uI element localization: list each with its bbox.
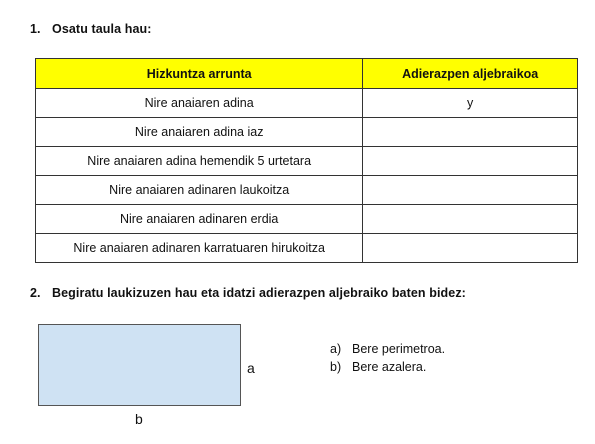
subitem-b-letter: b) (330, 360, 342, 374)
list-item (330, 358, 445, 376)
row-5-natural: Nire anaiaren adinaren erdia (36, 205, 363, 234)
side-b-label: b (135, 411, 143, 427)
table-row (36, 176, 578, 205)
row-4-algebraic[interactable] (363, 176, 578, 205)
question-1-number: 1. (30, 22, 41, 36)
subitems-list (330, 340, 445, 376)
header-natural-language: Hizkuntza arrunta (36, 59, 363, 89)
row-1-algebraic[interactable]: y (363, 89, 578, 118)
list-item (330, 340, 445, 358)
question-2-title (30, 286, 466, 300)
expressions-table (35, 58, 578, 263)
subitem-a-text: Bere perimetroa. (352, 342, 446, 356)
subitem-b-text: Bere azalera. (352, 360, 427, 374)
row-2-natural: Nire anaiaren adina iaz (36, 118, 363, 147)
header-algebraic-expression: Adierazpen aljebraikoa (363, 59, 578, 89)
row-6-algebraic[interactable] (363, 234, 578, 263)
question-1-text: Osatu taula hau: (52, 22, 152, 36)
row-1-natural: Nire anaiaren adina (36, 89, 363, 118)
question-2-text: Begiratu laukizuzen hau eta idatzi adierazpen aljebraiko baten bidez: (52, 286, 466, 300)
rectangle-figure (38, 324, 241, 406)
row-3-algebraic[interactable] (363, 147, 578, 176)
row-6-natural: Nire anaiaren adinaren karratuaren hirukoitza (36, 234, 363, 263)
row-3-natural: Nire anaiaren adina hemendik 5 urtetara (36, 147, 363, 176)
side-a-label: a (247, 360, 255, 376)
subitem-a-letter: a) (330, 342, 342, 356)
row-5-algebraic[interactable] (363, 205, 578, 234)
table-header-row (36, 59, 578, 89)
table-row (36, 147, 578, 176)
table-row (36, 89, 578, 118)
question-2-number: 2. (30, 286, 41, 300)
table-row (36, 205, 578, 234)
table-row (36, 118, 578, 147)
question-1-title (30, 22, 152, 36)
table-row (36, 234, 578, 263)
row-2-algebraic[interactable] (363, 118, 578, 147)
row-4-natural: Nire anaiaren adinaren laukoitza (36, 176, 363, 205)
